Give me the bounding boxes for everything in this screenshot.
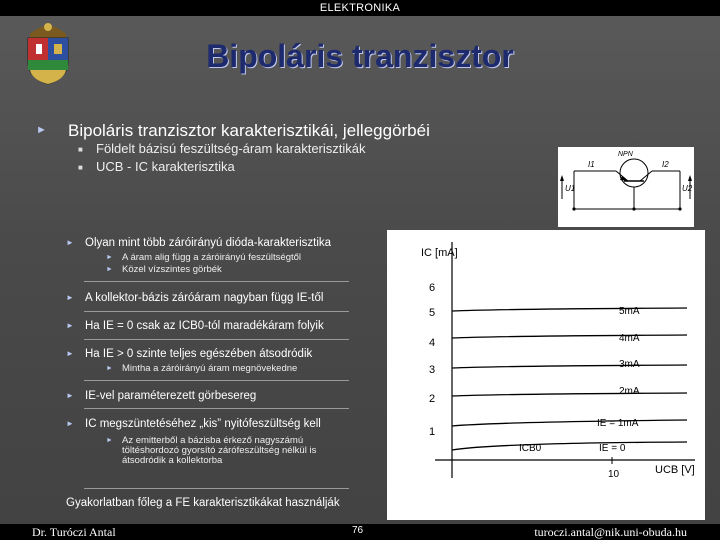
circuit-diagram [558,147,694,227]
footer-bar [0,524,720,540]
arrow-bullet-icon: ► [106,365,113,372]
curve-label: IE = 1mA [597,418,639,429]
ie3-curve [452,365,687,368]
divider-line [84,488,349,489]
sub-bullet-text: Közel vízszintes görbék [122,264,222,275]
footer-email: turoczi.antal@nik.uni-obuda.hu [534,525,687,539]
y-tick: 4 [429,337,436,349]
ie1-curve [452,420,687,426]
x-axis-label: UCB [V] [655,464,695,476]
icbo-label: ICB0 [519,443,542,454]
sub-item: Földelt bázisú feszültség-áram karakterisztikák [96,141,366,156]
ie2-curve [452,393,687,396]
divider-line [84,281,349,282]
y-tick: 5 [429,307,436,319]
i2-label: I2 [662,160,669,169]
u1-label: U1 [565,184,576,193]
footer-page-number: 76 [352,525,364,536]
bullet-text: Olyan mint több záróirányú dióda-karakterisztika [85,237,332,249]
sub-bullet-text: Mintha a záróirányú áram megnövekedne [122,363,298,374]
y-axis-label: IC [mA] [421,247,458,259]
arrow-bullet-icon: ► [36,124,47,136]
square-bullet-icon: ■ [78,145,83,154]
sub-item: UCB - IC karakterisztika [96,159,235,174]
i1-label: I1 [588,160,595,169]
bullet-text: Ha IE > 0 szinte teljes egészében átsodródik [85,348,313,360]
y-tick: 3 [429,364,436,376]
curve-label: 2mA [619,386,640,397]
arrow-bullet-icon: ► [106,266,113,273]
bullet-text: IC megszüntetéséhez „kis” nyitófeszültség kell [85,418,321,430]
footer-author: Dr. Turóczi Antal [32,525,116,539]
curve-label: IE = 0 [599,443,626,454]
transistor-circle [620,159,648,187]
x-tick: 10 [608,469,620,480]
arrow-bullet-icon: ► [66,391,74,400]
arrow-bullet-icon: ► [66,321,74,330]
divider-line [84,380,349,381]
arrow-bullet-icon: ► [66,293,74,302]
main-heading-text: Bipoláris tranzisztor karakterisztikái, jelleggörbéi [68,121,430,140]
bullet-text: IE-vel paraméterezett görbesereg [85,390,257,402]
y-tick: 6 [429,282,436,294]
sub-bullet [106,436,351,468]
ie5-curve [452,308,687,311]
bullet-text: Ha IE = 0 csak az ICB0-tól maradékáram folyik [85,320,324,332]
curve-label: 5mA [619,306,640,317]
y-tick: 2 [429,393,436,405]
arrow-bullet-icon: ► [106,437,113,444]
slide-title: Bipoláris tranzisztor [206,38,514,74]
arrow-bullet-icon: ► [66,349,74,358]
npn-label: NPN [618,151,633,158]
characteristic-graph [387,230,705,520]
arrow-bullet-icon: ► [66,238,74,247]
ie4-curve [452,335,687,338]
ie0-curve [452,442,687,450]
bullet-text: A kollektor-bázis záróáram nagyban függ IE-től [85,292,324,304]
header-label: ELEKTRONIKA [319,2,401,14]
sub-bullet-text: A áram alig függ a záróirányú feszültségtől [122,252,302,263]
divider-line [84,311,349,312]
y-tick: 1 [429,426,436,438]
arrow-bullet-icon: ► [66,419,74,428]
u2-label: U2 [682,184,693,193]
divider-line [84,408,349,409]
sub-bullet-text: Az emitterből a bázisba érkező nagyszámú töltéshordozó gyorsító zárófeszültség nélkül is átsodródik a kollektorba [122,435,317,466]
arrow-bullet-icon: ► [106,254,113,261]
summary-text: Gyakorlatban főleg a FE karakterisztikákat használják [66,497,340,509]
divider-line [84,339,349,340]
curve-label: 3mA [619,359,640,370]
square-bullet-icon: ■ [78,163,83,172]
header-bar [0,0,720,16]
curve-label: 4mA [619,333,640,344]
